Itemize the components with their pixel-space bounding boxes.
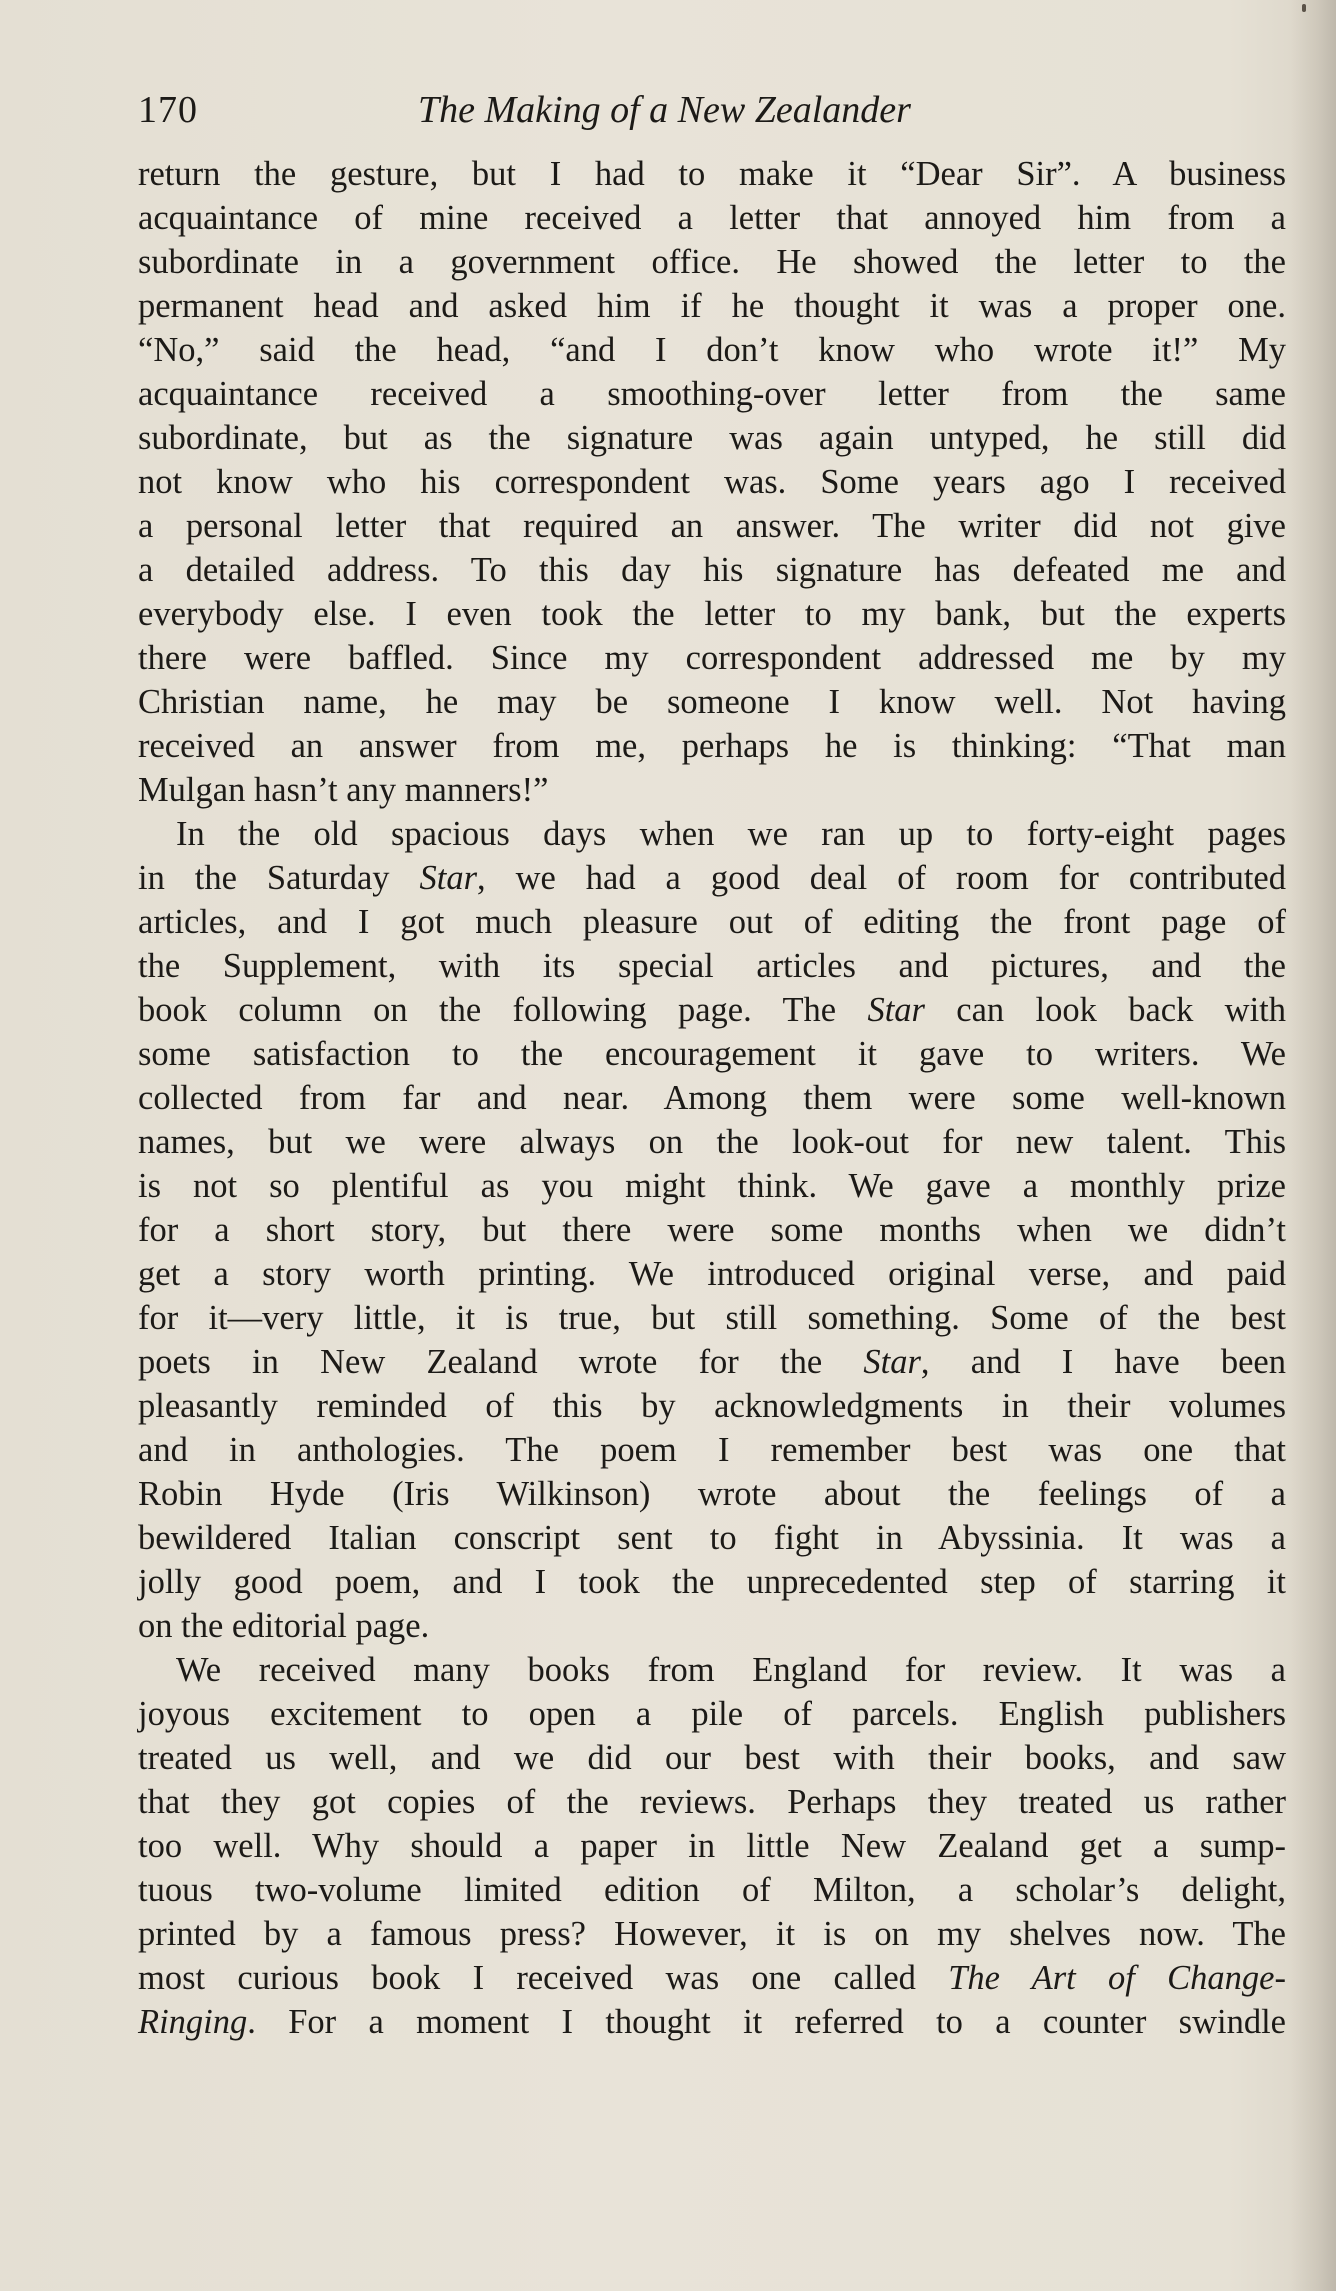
text-segment: , and I have been <box>920 1343 1286 1381</box>
text-line <box>138 284 1286 328</box>
text-segment: some satisfaction to the encouragement it gave to writers. We <box>138 1035 1286 1073</box>
text-segment: received an answer from me, perhaps he is thinking: “That man <box>138 727 1286 765</box>
text-line <box>138 240 1286 284</box>
page-number: 170 <box>138 89 198 131</box>
text-segment: In the old spacious days when we ran up to forty-eight pages <box>176 815 1286 853</box>
text-segment: in the Saturday <box>138 859 420 897</box>
text-segment: not know who his correspondent was. Some years ago I received <box>138 463 1286 501</box>
text-line <box>138 1956 1286 2000</box>
text-segment: joyous excitement to open a pile of parcels. English publishers <box>138 1695 1286 1733</box>
text-segment: Robin Hyde (Iris Wilkinson) wrote about the feelings of a <box>138 1475 1286 1513</box>
text-line <box>138 1780 1286 1824</box>
text-segment: on the editorial page. <box>138 1607 430 1645</box>
text-segment: We received many books from England for review. It was a <box>176 1651 1286 1689</box>
text-segment: jolly good poem, and I took the unprecedented step of starring it <box>138 1563 1286 1601</box>
text-line <box>138 1120 1286 1164</box>
text-segment: most curious book I received was one called <box>138 1959 949 1997</box>
text-segment: articles, and I got much pleasure out of editing the front page of <box>138 903 1286 941</box>
paper-speck <box>1302 4 1306 12</box>
text-segment: for a short story, but there were some months when we didn’t <box>138 1211 1286 1249</box>
italic-text: Star <box>419 859 478 897</box>
text-line <box>138 1692 1286 1736</box>
text-segment: is not so plentiful as you might think. We gave a monthly prize <box>138 1167 1286 1205</box>
text-segment: “No,” said the head, “and I don’t know who wrote it!” My <box>138 331 1286 369</box>
text-line <box>138 152 1286 196</box>
text-line <box>138 1824 1286 1868</box>
text-segment: acquaintance of mine received a letter that annoyed him from a <box>138 199 1286 237</box>
text-line <box>138 856 1286 900</box>
text-line <box>138 1384 1286 1428</box>
page-header <box>138 82 1286 138</box>
text-line <box>138 1736 1286 1780</box>
text-segment: Christian name, he may be someone I know well. Not having <box>138 683 1286 721</box>
text-line <box>138 988 1286 1032</box>
text-line <box>138 1428 1286 1472</box>
text-line <box>138 416 1286 460</box>
text-line <box>138 1208 1286 1252</box>
text-line <box>138 1032 1286 1076</box>
text-line <box>138 548 1286 592</box>
text-segment: there were baffled. Since my correspondent addressed me by my <box>138 639 1286 677</box>
text-segment: printed by a famous press? However, it is on my shelves now. The <box>138 1915 1286 1953</box>
text-segment: , we had a good deal of room for contributed <box>477 859 1286 897</box>
text-line <box>138 1604 1286 1648</box>
text-line <box>138 1164 1286 1208</box>
text-line <box>138 1648 1286 1692</box>
text-line <box>138 636 1286 680</box>
text-line <box>138 372 1286 416</box>
text-line <box>138 1296 1286 1340</box>
page-edge-shadow <box>1290 0 1336 2291</box>
text-segment: return the gesture, but I had to make it “Dear Sir”. A business <box>138 155 1286 193</box>
text-line <box>138 1340 1286 1384</box>
text-line <box>138 1252 1286 1296</box>
text-segment: names, but we were always on the look-out for new talent. This <box>138 1123 1286 1161</box>
italic-text: Ringing <box>138 2003 248 2041</box>
text-segment: tuous two-volume limited edition of Milton, a scholar’s delight, <box>138 1871 1286 1909</box>
text-line <box>138 592 1286 636</box>
text-segment: for it—very little, it is true, but still something. Some of the best <box>138 1299 1286 1337</box>
italic-text: The Art of Change- <box>948 1959 1286 1997</box>
text-segment: . For a moment I thought it referred to a counter swindle <box>247 2003 1286 2041</box>
text-segment: Mulgan hasn’t any manners!” <box>138 771 549 809</box>
text-segment: treated us well, and we did our best with their books, and saw <box>138 1739 1286 1777</box>
text-segment: the Supplement, with its special articles and pictures, and the <box>138 947 1286 985</box>
text-line <box>138 1912 1286 1956</box>
running-title: The Making of a New Zealander <box>418 89 911 131</box>
text-segment: poets in New Zealand wrote for the <box>138 1343 864 1381</box>
text-segment: bewildered Italian conscript sent to fight in Abyssinia. It was a <box>138 1519 1286 1557</box>
text-line <box>138 1076 1286 1120</box>
text-segment: get a story worth printing. We introduced original verse, and paid <box>138 1255 1286 1293</box>
text-line <box>138 1868 1286 1912</box>
text-line <box>138 812 1286 856</box>
italic-text: Star <box>863 1343 921 1381</box>
text-segment: collected from far and near. Among them were some well-known <box>138 1079 1286 1117</box>
text-line <box>138 196 1286 240</box>
text-segment: and in anthologies. The poem I remember best was one that <box>138 1431 1286 1469</box>
text-line <box>138 328 1286 372</box>
text-line <box>138 1560 1286 1604</box>
text-line <box>138 1516 1286 1560</box>
text-line <box>138 680 1286 724</box>
text-segment: permanent head and asked him if he thought it was a proper one. <box>138 287 1286 325</box>
text-line <box>138 724 1286 768</box>
text-line <box>138 768 1286 812</box>
text-segment: a detailed address. To this day his signature has defeated me and <box>138 551 1286 589</box>
text-segment: everybody else. I even took the letter to my bank, but the experts <box>138 595 1286 633</box>
text-segment: acquaintance received a smoothing-over letter from the same <box>138 375 1286 413</box>
text-segment: a personal letter that required an answer. The writer did not give <box>138 507 1286 545</box>
text-segment: book column on the following page. The <box>138 991 868 1029</box>
text-segment: subordinate, but as the signature was again untyped, he still did <box>138 419 1286 457</box>
text-line <box>138 944 1286 988</box>
text-line <box>138 900 1286 944</box>
text-segment: too well. Why should a paper in little New Zealand get a sump- <box>138 1827 1286 1865</box>
text-line <box>138 504 1286 548</box>
text-segment: pleasantly reminded of this by acknowledgments in their volumes <box>138 1387 1286 1425</box>
text-line <box>138 1472 1286 1516</box>
body-text <box>138 152 1286 2044</box>
text-segment: that they got copies of the reviews. Perhaps they treated us rather <box>138 1783 1286 1821</box>
text-line <box>138 460 1286 504</box>
text-segment: subordinate in a government office. He showed the letter to the <box>138 243 1286 281</box>
text-line <box>138 2000 1286 2044</box>
italic-text: Star <box>867 991 925 1029</box>
text-segment: can look back with <box>924 991 1287 1029</box>
